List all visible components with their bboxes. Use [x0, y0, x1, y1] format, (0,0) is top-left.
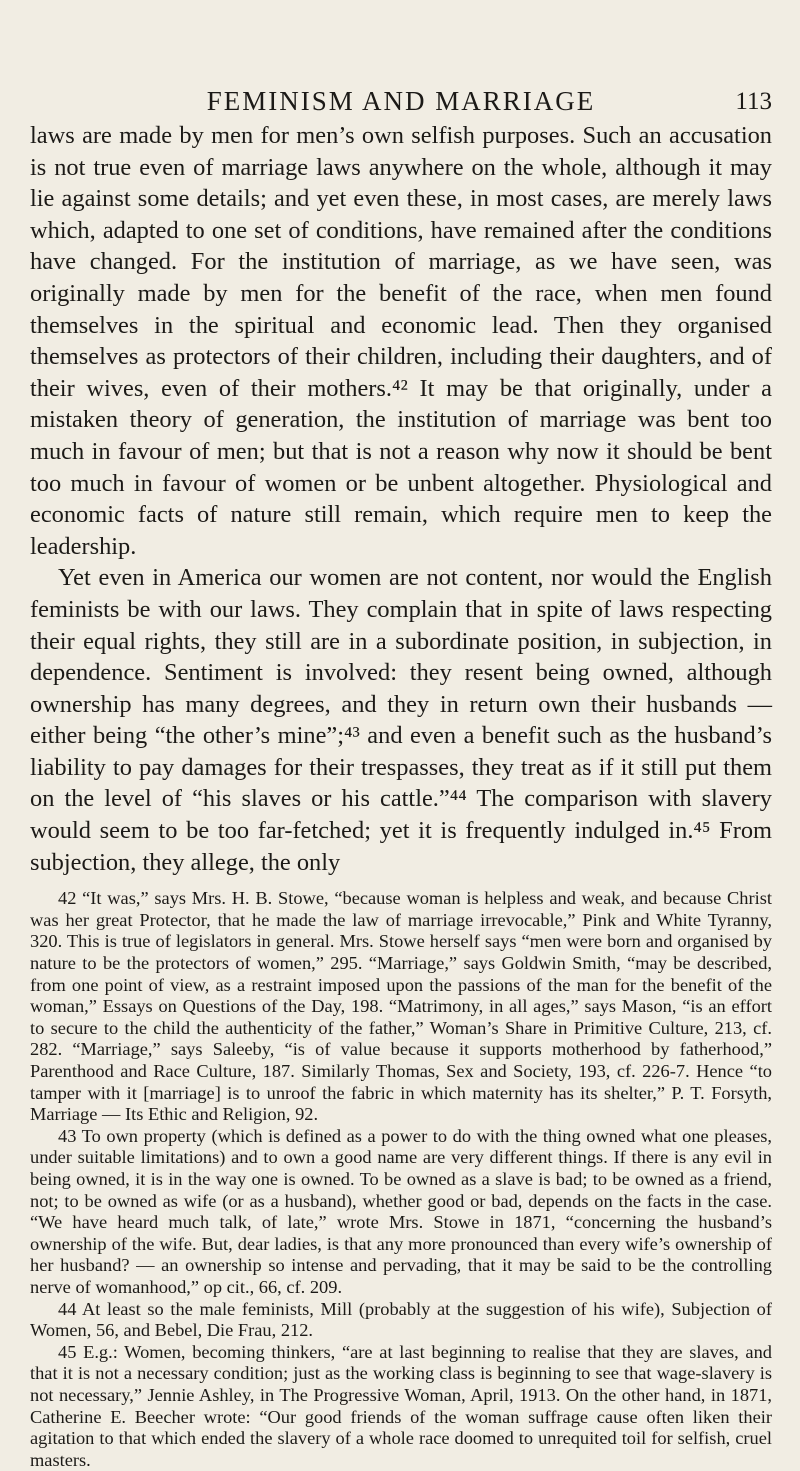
footnote-42: 42 “It was,” says Mrs. H. B. Stowe, “because woman is helpless and weak, and because Christ was her great Protector, that he made the law of marriage irrevocable,” Pink and White Tyranny, 320. This is true of legislators in general. Mrs. Stowe herself says “men were born and organised by nature to be the protectors of women,” 295. “Marriage,” says Goldwin Smith, “may be described, from one point of view, as a restraint imposed upon the passions of the man for the benefit of the woman,” Essays on Questions of the Day, 198. “Matrimony, in all ages,” says Mason, “is an effort to secure to the child the authenticity of the father,” Woman’s Share in Primitive Culture, 213, cf. 282. “Marriage,” says Saleeby, “is of value because it supports motherhood by fatherhood,” Parenthood and Race Culture, 187. Similarly Thomas, Sex and Society, 193, cf. 226-7. Hence “to tamper with it [marriage] is to unroof the fabric in which maternity has its shelter,” P. T. Forsyth, Marriage — Its Ethic and Religion, 92. [30, 888, 772, 1125]
page-header [30, 0, 772, 120]
body-text [30, 120, 772, 878]
paragraph: laws are made by men for men’s own selfish purposes. Such an accusation is not true even of marriage laws anywhere on the whole, although it may lie against some details; and yet even these, in most cases, are merely laws which, adapted to one set of conditions, have remained after the conditions have changed. For the institution of marriage, as we have seen, was originally made by men for the benefit of the race, when men found themselves in the spiritual and economic lead. Then they organised themselves as protectors of their children, including their daughters, and of their wives, even of their mothers.⁴² It may be that originally, under a mistaken theory of generation, the institution of marriage was bent too much in favour of men; but that is not a reason why now it should be bent too much in favour of women or be unbent altogether. Physiological and economic facts of nature still remain, which require men to keep the leadership. [30, 122, 772, 560]
footnote-43: 43 To own property (which is defined as a power to do with the thing owned what one pleases, under suitable limitations) and to own a good name are very different things. If there is any evil in being owned, it is in the way one is owned. To be owned as a slave is bad; to be owned as a friend, not; to be owned as wife (or as a husband), whether good or bad, depends on the facts in the case. “We have heard much talk, of late,” wrote Mrs. Stowe in 1871, “concerning the husband’s ownership of the wife. But, dear ladies, is that any more pronounced than every wife’s ownership of her husband? — an ownership so intense and pervading, that it may be said to be the controlling nerve of womanhood,” op cit., 66, cf. 209. [30, 1125, 772, 1297]
running-title: FEMINISM AND MARRIAGE [206, 86, 596, 116]
footnotes [30, 888, 772, 1471]
paragraph: Yet even in America our women are not content, nor would the English feminists be with our laws. They complain that in spite of laws respecting their equal rights, they still are in a subordinate position, in subjection, in dependence. Sentiment is involved: they resent being owned, although ownership has many degrees, and they in return own their husbands — either being “the other’s mine”;⁴³ and even a benefit such as the husband’s liability to pay damages for their trespasses, they treat as if it still put them on the level of “his slaves or his cattle.”⁴⁴ The comparison with slavery would seem to be too far-fetched; yet it is frequently indulged in.⁴⁵ From subjection, they allege, the only [30, 564, 772, 876]
book-page [30, 0, 772, 1471]
footnote-44: 44 At least so the male feminists, Mill (probably at the suggestion of his wife), Subjection of Women, 56, and Bebel, Die Frau, 212. [30, 1298, 772, 1341]
page-number: 113 [735, 88, 772, 115]
footnote-45: 45 E.g.: Women, becoming thinkers, “are at last beginning to realise that they are slaves, and that it is not a necessary condition; just as the working class is beginning to see that wage-slavery is not necessary,” Jennie Ashley, in The Progressive Woman, April, 1913. On the other hand, in 1871, Catherine E. Beecher wrote: “Our good friends of the woman suffrage cause often liken their agitation to that which ended the slavery of a whole race doomed to unrequited toil for selfish, cruel masters. [30, 1341, 772, 1470]
